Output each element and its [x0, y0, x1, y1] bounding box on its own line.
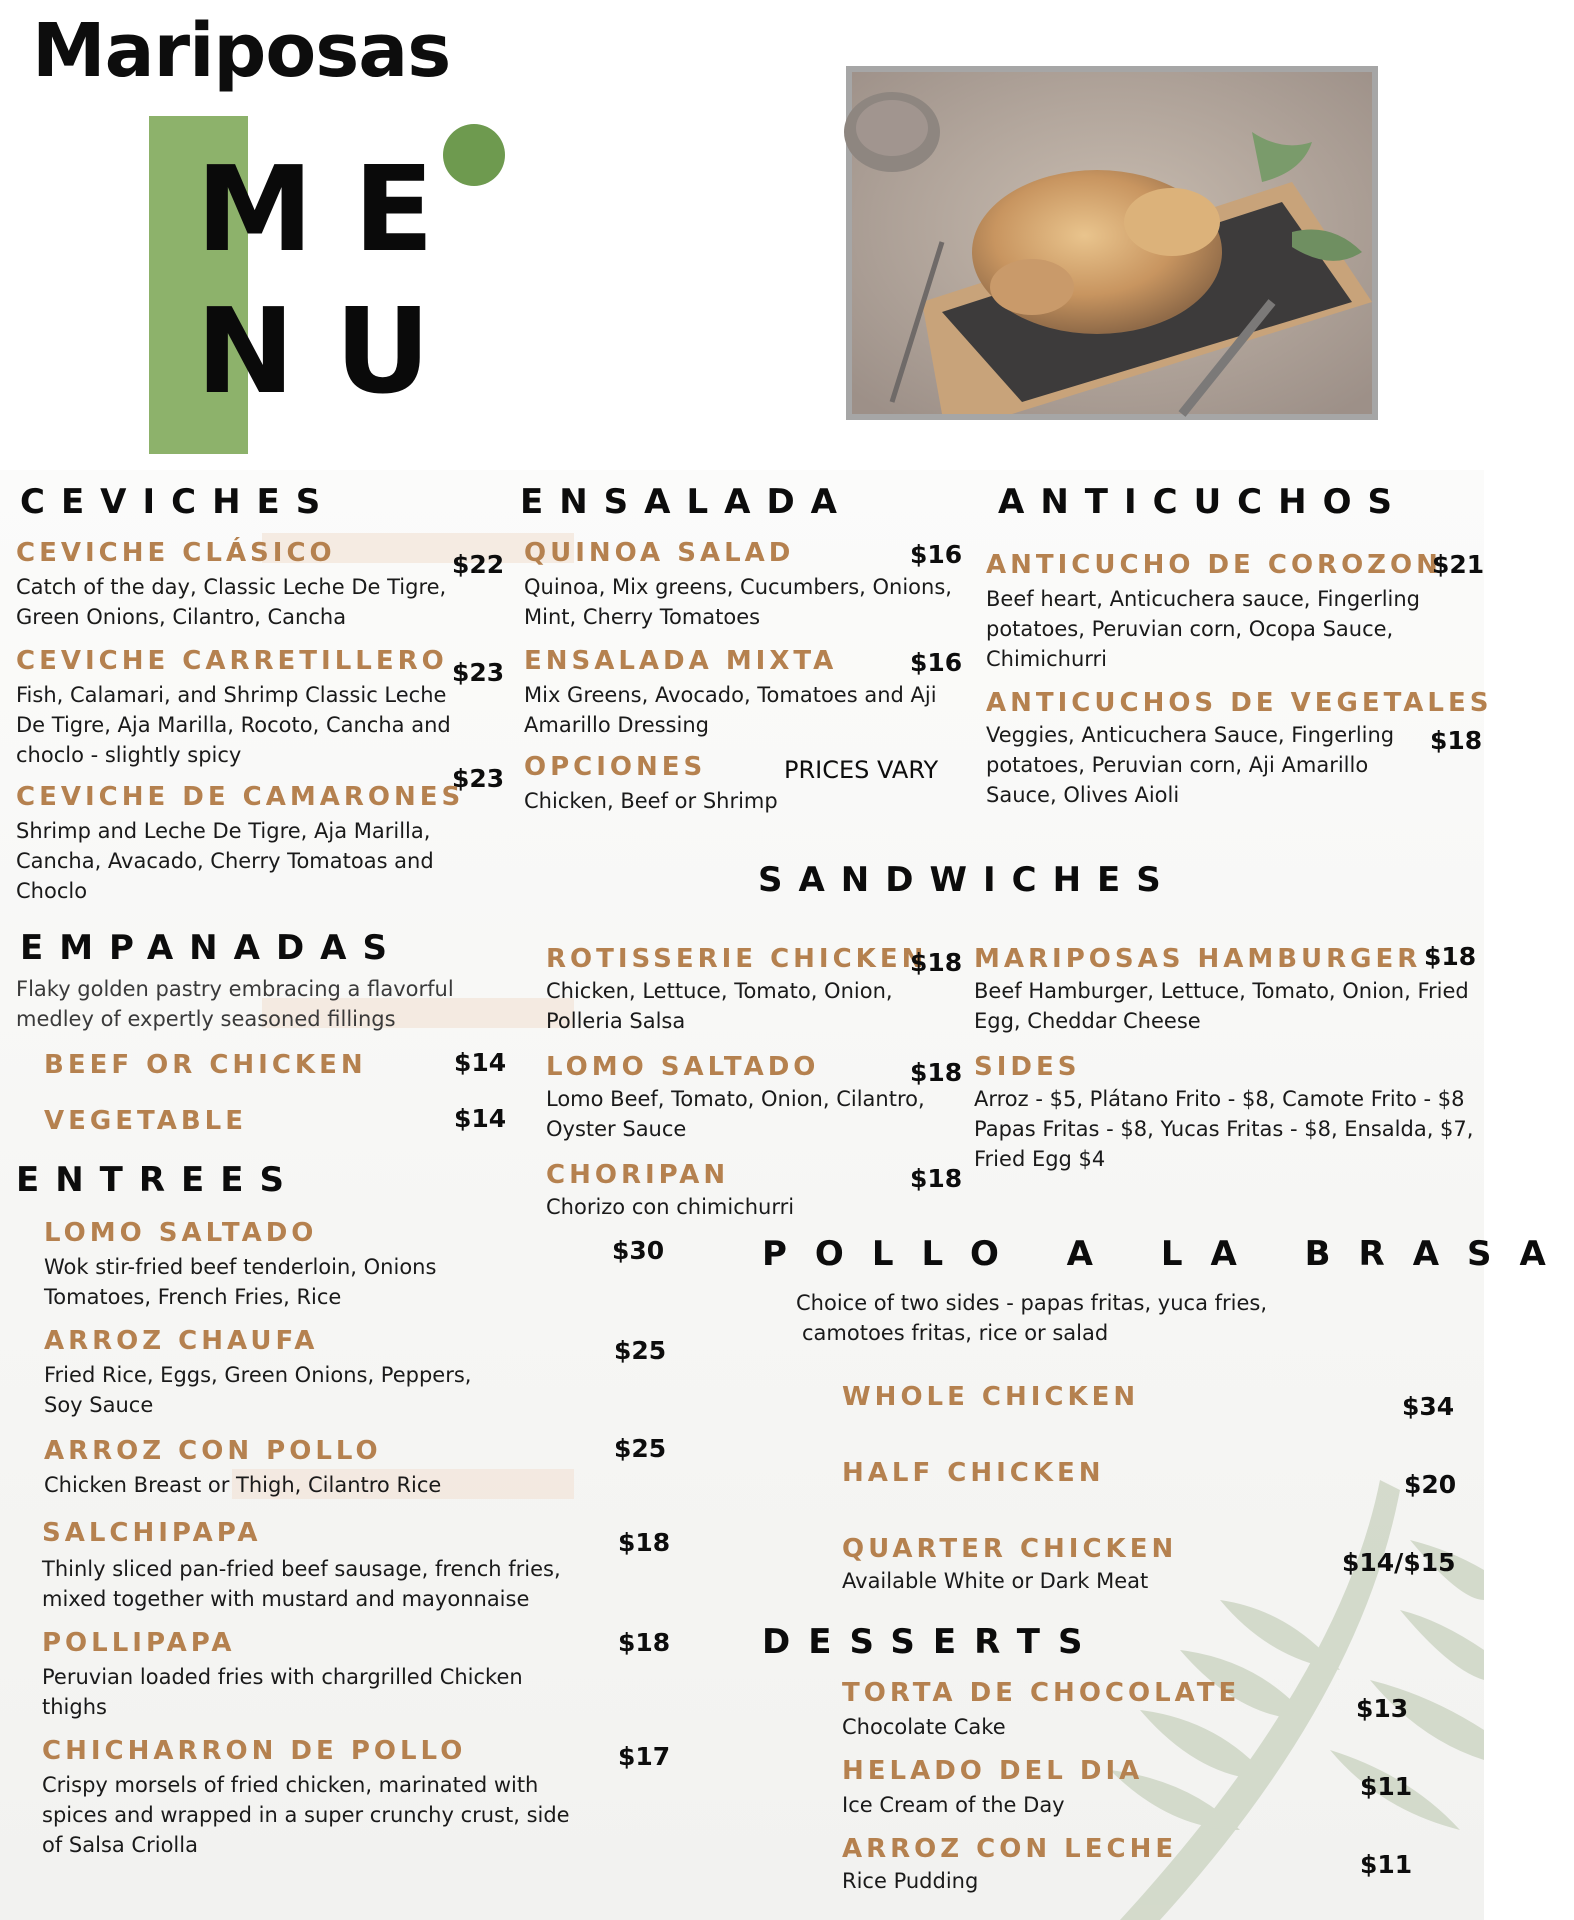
section-title-entrees: ENTREES [16, 1160, 300, 1200]
item-description: Quinoa, Mix greens, Cucumbers, Onions, Mint, Cherry Tomatoes [524, 575, 952, 629]
item-name: ARROZ CON POLLO [44, 1436, 382, 1466]
item-price: $18 [1424, 942, 1477, 971]
item-price: $14/$15 [1342, 1548, 1456, 1577]
item-price: $18 [910, 1058, 963, 1087]
section-title-ceviches: CEVICHES [20, 482, 337, 522]
empanadas-description: Flaky golden pastry embracing a flavorful medley of expertly seasoned fillings [16, 977, 454, 1031]
section-title-pollo-a-la-brasa: POLLO A LA BRASA [762, 1234, 1574, 1274]
item-description: Crispy morsels of fried chicken, marinated with spices and wrapped in a super crunchy crust, side of Salsa Criolla [42, 1773, 570, 1857]
item-price: $13 [1356, 1694, 1409, 1723]
item-price: $18 [618, 1528, 671, 1557]
brand-title: Mariposas [32, 8, 451, 94]
item-price: $22 [452, 550, 505, 579]
item-description: Lomo Beef, Tomato, Onion, Cilantro, Oyster Sauce [546, 1087, 925, 1141]
item-name: BEEF OR CHICKEN [44, 1050, 367, 1080]
item-name: HALF CHICKEN [842, 1458, 1105, 1488]
item-description: Veggies, Anticuchera Sauce, Fingerling potatoes, Peruvian corn, Aji Amarillo Sauce, Olives Aioli [986, 723, 1395, 807]
section-title-empanadas: EMPANADAS [20, 928, 403, 968]
item-name: ARROZ CON LECHE [842, 1834, 1178, 1864]
item-description: Beef heart, Anticuchera sauce, Fingerling potatoes, Peruvian corn, Ocopa Sauce, Chimichurri [986, 587, 1421, 671]
item-description: Chocolate Cake [842, 1715, 1006, 1739]
item-description: Fish, Calamari, and Shrimp Classic Leche De Tigre, Aja Marilla, Rocoto, Cancha and choclo - slightly spicy [16, 683, 451, 767]
item-description: Beef Hamburger, Lettuce, Tomato, Onion, Fried Egg, Cheddar Cheese [974, 979, 1469, 1033]
item-name: HELADO DEL DIA [842, 1756, 1144, 1786]
item-name: ROTISSERIE CHICKEN [546, 944, 928, 974]
item-name: CHICHARRON DE POLLO [42, 1736, 467, 1766]
item-price: $20 [1404, 1470, 1457, 1499]
item-description: Available White or Dark Meat [842, 1569, 1149, 1593]
item-description: Thinly sliced pan-fried beef sausage, french fries, mixed together with mustard and mayonnaise [42, 1557, 561, 1611]
item-price: $18 [1430, 726, 1483, 755]
item-name: CEVICHE DE CAMARONES [16, 782, 465, 812]
item-price: $17 [618, 1742, 671, 1771]
item-description: Chicken Breast or Thigh, Cilantro Rice [44, 1473, 442, 1497]
roast-chicken-photo [846, 66, 1378, 420]
item-price: $11 [1360, 1772, 1413, 1801]
item-description: Wok stir-fried beef tenderloin, Onions Tomatoes, French Fries, Rice [44, 1255, 437, 1309]
item-name: POLLIPAPA [42, 1628, 236, 1658]
item-price: $25 [614, 1434, 667, 1463]
item-price: $34 [1402, 1392, 1455, 1421]
item-price: $18 [910, 948, 963, 977]
menu-heading-line1: ME [196, 140, 475, 278]
menu-heading-line2: NU [196, 282, 471, 420]
item-price: $25 [614, 1336, 667, 1365]
item-description: Mix Greens, Avocado, Tomatoes and Aji Amarillo Dressing [524, 683, 937, 737]
item-name: CHORIPAN [546, 1160, 730, 1190]
item-description: Chicken, Beef or Shrimp [524, 789, 778, 813]
section-title-sandwiches: SANDWICHES [758, 860, 1177, 900]
item-name: LOMO SALTADO [44, 1218, 318, 1248]
item-name: MARIPOSAS HAMBURGER [974, 944, 1422, 974]
sides-description: Arroz - $5, Plátano Frito - $8, Camote Frito - $8 Papas Fritas - $8, Yucas Fritas - $8, Ensalda, $7, Fried Egg $4 [974, 1087, 1474, 1171]
item-price: $23 [452, 764, 505, 793]
item-name: OPCIONES [524, 752, 707, 782]
section-title-ensalada: ENSALADA [520, 482, 853, 522]
item-price: $30 [612, 1236, 665, 1265]
item-price: $18 [910, 1164, 963, 1193]
pollo-description-line1: Choice of two sides - papas fritas, yuca fries, [796, 1291, 1268, 1315]
section-title-desserts: DESSERTS [762, 1622, 1101, 1662]
item-price: $21 [1432, 550, 1485, 579]
item-price: $18 [618, 1628, 671, 1657]
roast-chicken-icon [852, 72, 1372, 414]
item-description: Catch of the day, Classic Leche De Tigre, Green Onions, Cilantro, Cancha [16, 575, 447, 629]
item-description: Chicken, Lettuce, Tomato, Onion, Polleria Salsa [546, 979, 893, 1033]
item-price: $14 [454, 1104, 507, 1133]
item-price: $16 [910, 540, 963, 569]
item-name: VEGETABLE [44, 1106, 247, 1136]
item-price: $16 [910, 648, 963, 677]
item-name: WHOLE CHICKEN [842, 1382, 1140, 1412]
section-title-anticuchos: ANTICUCHOS [998, 482, 1408, 522]
item-name: QUINOA SALAD [524, 538, 795, 568]
item-name: ANTICUCHO DE COROZON [986, 550, 1442, 580]
item-name: LOMO SALTADO [546, 1052, 820, 1082]
item-description: Rice Pudding [842, 1869, 979, 1893]
item-price: $14 [454, 1048, 507, 1077]
item-name: QUARTER CHICKEN [842, 1534, 1178, 1564]
item-name: TORTA DE CHOCOLATE [842, 1678, 1241, 1708]
item-description: Ice Cream of the Day [842, 1793, 1065, 1817]
item-description: Shrimp and Leche De Tigre, Aja Marilla, Cancha, Avacado, Cherry Tomatoas and Choclo [16, 819, 434, 903]
item-description: Peruvian loaded fries with chargrilled Chicken thighs [42, 1665, 523, 1719]
item-name: SALCHIPAPA [42, 1518, 262, 1548]
item-price: PRICES VARY [784, 756, 939, 784]
item-name: CEVICHE CARRETILLERO [16, 646, 448, 676]
sides-title: SIDES [974, 1052, 1081, 1082]
item-name: ANTICUCHOS DE VEGETALES [986, 688, 1493, 718]
item-description: Fried Rice, Eggs, Green Onions, Peppers, Soy Sauce [44, 1363, 472, 1417]
item-name: ARROZ CHAUFA [44, 1326, 319, 1356]
item-price: $11 [1360, 1850, 1413, 1879]
item-name: CEVICHE CLÁSICO [16, 538, 336, 568]
item-name: ENSALADA MIXTA [524, 646, 838, 676]
item-price: $23 [452, 658, 505, 687]
item-description: Chorizo con chimichurri [546, 1195, 795, 1219]
pollo-description-line2: camotoes fritas, rice or salad [802, 1321, 1109, 1345]
